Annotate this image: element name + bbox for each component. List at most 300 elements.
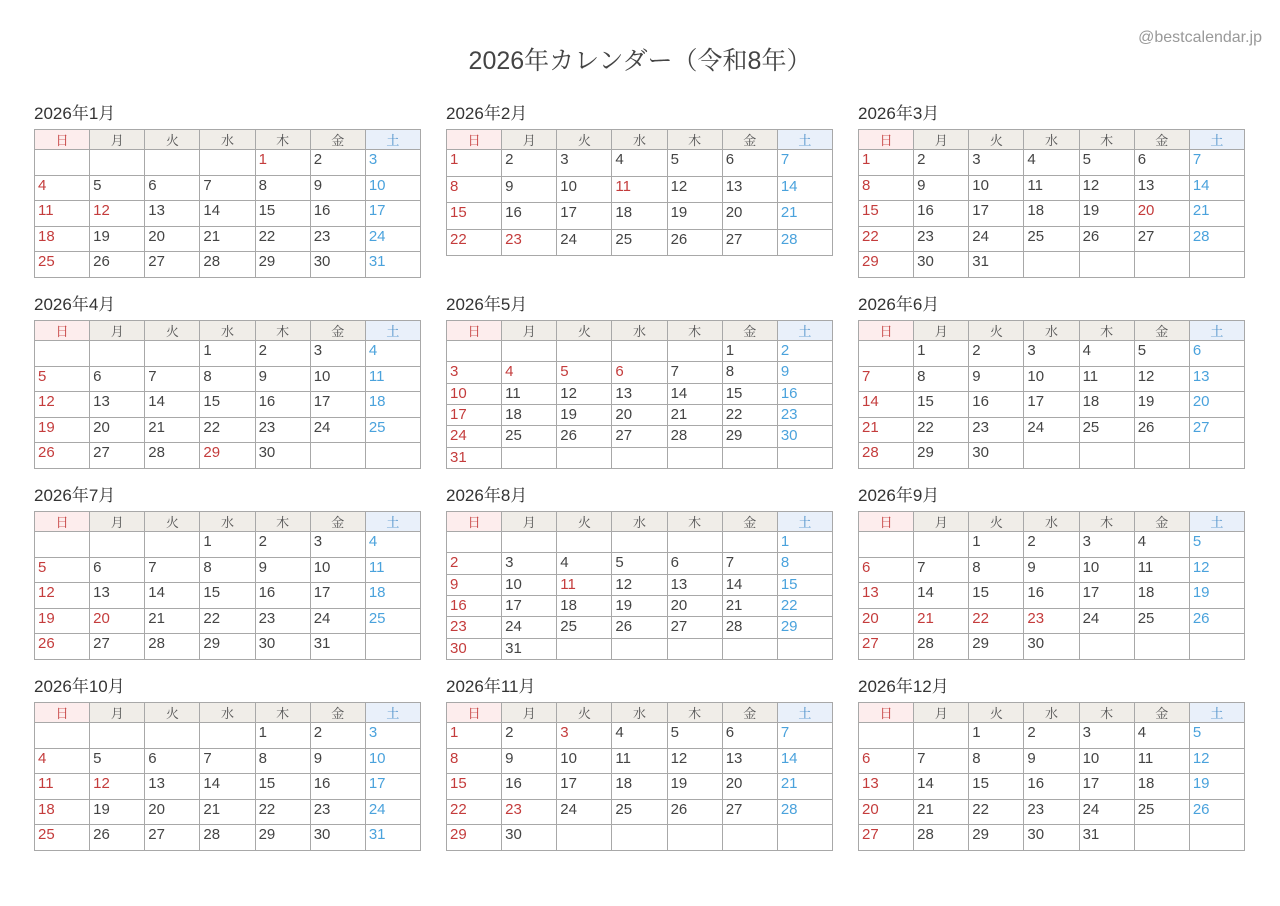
day-cell: 3 <box>447 362 502 383</box>
weekday-header: 日 <box>35 512 90 532</box>
day-cell: 14 <box>722 574 777 595</box>
day-cell: 1 <box>859 150 914 176</box>
day-cell: 11 <box>365 557 420 583</box>
day-cell: 2 <box>255 341 310 367</box>
day-cell: 20 <box>145 799 200 825</box>
week-row <box>447 825 833 851</box>
day-cell: 13 <box>90 583 145 609</box>
empty-cell <box>1189 825 1244 851</box>
weekday-header: 木 <box>255 512 310 532</box>
weekday-header: 月 <box>914 703 969 723</box>
month-table <box>446 511 833 660</box>
month-title: 2026年3月 <box>858 104 940 123</box>
day-cell: 27 <box>859 634 914 660</box>
day-cell: 16 <box>447 595 502 616</box>
day-cell: 29 <box>447 825 502 851</box>
day-cell: 18 <box>35 799 90 825</box>
day-cell: 20 <box>722 774 777 800</box>
day-cell: 19 <box>1189 583 1244 609</box>
weekday-header: 土 <box>365 321 420 341</box>
day-cell: 2 <box>969 341 1024 367</box>
day-cell: 7 <box>777 150 832 177</box>
empty-cell <box>859 532 914 558</box>
day-cell: 14 <box>777 176 832 203</box>
weekday-header: 木 <box>1079 703 1134 723</box>
weekday-header: 土 <box>1189 130 1244 150</box>
day-cell: 25 <box>612 229 667 256</box>
day-cell: 14 <box>777 748 832 774</box>
weekday-header: 金 <box>722 130 777 150</box>
weekday-header: 水 <box>612 703 667 723</box>
day-cell: 4 <box>365 341 420 367</box>
empty-cell <box>612 638 667 659</box>
page-title: 2026年カレンダー（令和8年） <box>468 47 812 75</box>
empty-cell <box>35 723 90 749</box>
week-row <box>447 553 833 574</box>
day-cell: 16 <box>1024 774 1079 800</box>
day-cell: 18 <box>557 595 612 616</box>
day-cell: 14 <box>914 583 969 609</box>
empty-cell <box>200 150 255 176</box>
day-cell: 5 <box>35 366 90 392</box>
day-cell: 14 <box>145 392 200 418</box>
day-cell: 2 <box>1024 532 1079 558</box>
week-row <box>859 150 1245 176</box>
day-cell: 16 <box>969 392 1024 418</box>
day-cell: 2 <box>310 723 365 749</box>
weekday-header: 水 <box>1024 703 1079 723</box>
day-cell: 23 <box>255 608 310 634</box>
day-cell: 17 <box>557 203 612 230</box>
day-cell: 22 <box>447 799 502 825</box>
day-cell: 4 <box>35 175 90 201</box>
day-cell: 10 <box>502 574 557 595</box>
week-row <box>859 634 1245 660</box>
day-cell: 31 <box>365 252 420 278</box>
weekday-header: 木 <box>667 703 722 723</box>
day-cell: 15 <box>200 583 255 609</box>
day-cell: 28 <box>722 617 777 638</box>
month-block <box>446 295 833 486</box>
weekday-header: 木 <box>667 130 722 150</box>
day-cell: 23 <box>914 226 969 252</box>
empty-cell <box>1134 443 1189 469</box>
week-row <box>447 574 833 595</box>
weekday-header: 日 <box>447 130 502 150</box>
day-cell: 28 <box>914 825 969 851</box>
empty-cell <box>612 341 667 362</box>
day-cell: 22 <box>859 226 914 252</box>
day-cell: 9 <box>914 175 969 201</box>
day-cell: 16 <box>502 774 557 800</box>
day-cell: 20 <box>1189 392 1244 418</box>
empty-cell <box>365 634 420 660</box>
day-cell: 20 <box>1134 201 1189 227</box>
weekday-header: 日 <box>447 703 502 723</box>
weekday-header: 木 <box>255 321 310 341</box>
empty-cell <box>667 532 722 553</box>
week-row <box>35 583 421 609</box>
weekday-header: 日 <box>35 703 90 723</box>
day-cell: 1 <box>722 341 777 362</box>
weekday-header: 木 <box>255 703 310 723</box>
day-cell: 24 <box>1024 417 1079 443</box>
day-cell: 8 <box>914 366 969 392</box>
day-cell: 28 <box>145 634 200 660</box>
empty-cell <box>502 447 557 468</box>
day-cell: 5 <box>667 723 722 749</box>
day-cell: 19 <box>1079 201 1134 227</box>
day-cell: 1 <box>969 532 1024 558</box>
day-cell: 4 <box>612 150 667 177</box>
day-cell: 23 <box>969 417 1024 443</box>
day-cell: 28 <box>777 229 832 256</box>
day-cell: 29 <box>914 443 969 469</box>
day-cell: 3 <box>310 532 365 558</box>
empty-cell <box>1134 252 1189 278</box>
weekday-header-row <box>447 512 833 532</box>
day-cell: 19 <box>557 404 612 425</box>
day-cell: 16 <box>310 774 365 800</box>
day-cell: 30 <box>1024 634 1079 660</box>
day-cell: 20 <box>722 203 777 230</box>
weekday-header: 火 <box>969 321 1024 341</box>
month-block <box>34 295 421 486</box>
day-cell: 11 <box>365 366 420 392</box>
day-cell: 25 <box>612 799 667 825</box>
empty-cell <box>447 532 502 553</box>
day-cell: 6 <box>1134 150 1189 176</box>
weekday-header: 月 <box>502 703 557 723</box>
day-cell: 19 <box>1189 774 1244 800</box>
day-cell: 9 <box>310 748 365 774</box>
day-cell: 6 <box>859 557 914 583</box>
day-cell: 11 <box>612 748 667 774</box>
day-cell: 12 <box>667 176 722 203</box>
day-cell: 25 <box>1134 608 1189 634</box>
day-cell: 24 <box>969 226 1024 252</box>
day-cell: 1 <box>969 723 1024 749</box>
day-cell: 24 <box>447 426 502 447</box>
month-title: 2026年10月 <box>34 677 125 696</box>
weekday-header: 金 <box>310 512 365 532</box>
weekday-header: 土 <box>777 321 832 341</box>
week-row <box>859 443 1245 469</box>
day-cell: 28 <box>859 443 914 469</box>
empty-cell <box>145 723 200 749</box>
day-cell: 4 <box>1079 341 1134 367</box>
day-cell: 25 <box>365 608 420 634</box>
day-cell: 30 <box>255 634 310 660</box>
day-cell: 13 <box>722 176 777 203</box>
empty-cell <box>90 150 145 176</box>
weekday-header: 日 <box>35 321 90 341</box>
empty-cell <box>90 341 145 367</box>
week-row <box>35 723 421 749</box>
day-cell: 23 <box>447 617 502 638</box>
empty-cell <box>35 341 90 367</box>
day-cell: 8 <box>969 748 1024 774</box>
empty-cell <box>914 532 969 558</box>
day-cell: 8 <box>447 176 502 203</box>
day-cell: 2 <box>502 723 557 749</box>
empty-cell <box>777 638 832 659</box>
weekday-header: 水 <box>200 130 255 150</box>
day-cell: 11 <box>35 774 90 800</box>
day-cell: 4 <box>1134 532 1189 558</box>
day-cell: 5 <box>667 150 722 177</box>
empty-cell <box>557 341 612 362</box>
day-cell: 9 <box>1024 748 1079 774</box>
weekday-header: 金 <box>1134 321 1189 341</box>
day-cell: 3 <box>365 150 420 176</box>
day-cell: 29 <box>969 825 1024 851</box>
weekday-header: 水 <box>612 130 667 150</box>
day-cell: 10 <box>365 175 420 201</box>
weekday-header-row <box>447 130 833 150</box>
day-cell: 30 <box>502 825 557 851</box>
week-row <box>859 799 1245 825</box>
day-cell: 9 <box>502 176 557 203</box>
empty-cell <box>1079 252 1134 278</box>
day-cell: 13 <box>1189 366 1244 392</box>
day-cell: 1 <box>447 723 502 749</box>
week-row <box>35 392 421 418</box>
empty-cell <box>667 447 722 468</box>
empty-cell <box>200 723 255 749</box>
day-cell: 11 <box>1134 557 1189 583</box>
week-row <box>859 392 1245 418</box>
day-cell: 11 <box>35 201 90 227</box>
empty-cell <box>90 532 145 558</box>
day-cell: 26 <box>667 799 722 825</box>
empty-cell <box>667 638 722 659</box>
day-cell: 24 <box>310 608 365 634</box>
day-cell: 26 <box>1189 799 1244 825</box>
day-cell: 10 <box>969 175 1024 201</box>
empty-cell <box>145 532 200 558</box>
day-cell: 12 <box>35 583 90 609</box>
weekday-header: 月 <box>90 703 145 723</box>
day-cell: 17 <box>557 774 612 800</box>
weekday-header: 木 <box>1079 512 1134 532</box>
day-cell: 13 <box>859 583 914 609</box>
month-title: 2026年8月 <box>446 486 528 505</box>
month-block <box>34 486 421 677</box>
day-cell: 23 <box>502 229 557 256</box>
day-cell: 27 <box>145 825 200 851</box>
day-cell: 31 <box>447 447 502 468</box>
day-cell: 24 <box>1079 799 1134 825</box>
day-cell: 14 <box>667 383 722 404</box>
day-cell: 12 <box>612 574 667 595</box>
day-cell: 5 <box>35 557 90 583</box>
day-cell: 20 <box>145 226 200 252</box>
weekday-header: 月 <box>914 512 969 532</box>
weekday-header: 日 <box>35 130 90 150</box>
day-cell: 18 <box>1079 392 1134 418</box>
day-cell: 23 <box>1024 799 1079 825</box>
weekday-header-row <box>35 512 421 532</box>
day-cell: 20 <box>90 608 145 634</box>
day-cell: 20 <box>859 799 914 825</box>
day-cell: 26 <box>90 252 145 278</box>
empty-cell <box>557 825 612 851</box>
day-cell: 21 <box>1189 201 1244 227</box>
day-cell: 5 <box>1189 532 1244 558</box>
day-cell: 27 <box>859 825 914 851</box>
day-cell: 31 <box>365 825 420 851</box>
day-cell: 15 <box>969 774 1024 800</box>
week-row <box>859 532 1245 558</box>
weekday-header: 金 <box>1134 512 1189 532</box>
day-cell: 16 <box>502 203 557 230</box>
day-cell: 6 <box>1189 341 1244 367</box>
day-cell: 23 <box>255 417 310 443</box>
weekday-header: 月 <box>502 130 557 150</box>
day-cell: 4 <box>1024 150 1079 176</box>
day-cell: 21 <box>145 608 200 634</box>
day-cell: 3 <box>310 341 365 367</box>
day-cell: 23 <box>502 799 557 825</box>
day-cell: 20 <box>612 404 667 425</box>
month-table <box>446 129 833 256</box>
day-cell: 7 <box>859 366 914 392</box>
month-block <box>858 104 1245 295</box>
day-cell: 28 <box>200 825 255 851</box>
week-row <box>859 774 1245 800</box>
week-row <box>35 825 421 851</box>
day-cell: 1 <box>777 532 832 553</box>
weekday-header: 土 <box>1189 321 1244 341</box>
day-cell: 31 <box>502 638 557 659</box>
weekday-header: 日 <box>859 130 914 150</box>
day-cell: 11 <box>1079 366 1134 392</box>
day-cell: 22 <box>200 417 255 443</box>
day-cell: 26 <box>90 825 145 851</box>
month-block <box>446 104 833 295</box>
weekday-header: 月 <box>502 512 557 532</box>
day-cell: 4 <box>35 748 90 774</box>
day-cell: 12 <box>1189 748 1244 774</box>
day-cell: 1 <box>200 532 255 558</box>
day-cell: 9 <box>447 574 502 595</box>
day-cell: 10 <box>310 366 365 392</box>
day-cell: 14 <box>859 392 914 418</box>
day-cell: 7 <box>145 557 200 583</box>
month-block <box>446 677 833 868</box>
empty-cell <box>859 723 914 749</box>
empty-cell <box>1189 443 1244 469</box>
week-row <box>859 825 1245 851</box>
day-cell: 24 <box>502 617 557 638</box>
weekday-header: 土 <box>365 512 420 532</box>
week-row <box>859 175 1245 201</box>
empty-cell <box>35 532 90 558</box>
day-cell: 6 <box>90 366 145 392</box>
week-row <box>447 203 833 230</box>
month-title: 2026年7月 <box>34 486 116 505</box>
month-table <box>446 320 833 469</box>
weekday-header: 木 <box>255 130 310 150</box>
day-cell: 3 <box>1079 532 1134 558</box>
week-row <box>35 748 421 774</box>
weekday-header: 火 <box>969 703 1024 723</box>
day-cell: 20 <box>859 608 914 634</box>
day-cell: 30 <box>255 443 310 469</box>
day-cell: 19 <box>667 203 722 230</box>
month-title: 2026年11月 <box>446 677 536 696</box>
day-cell: 2 <box>255 532 310 558</box>
month-title: 2026年1月 <box>34 104 116 123</box>
day-cell: 18 <box>502 404 557 425</box>
month-table <box>446 702 833 851</box>
weekday-header: 水 <box>200 512 255 532</box>
empty-cell <box>502 532 557 553</box>
empty-cell <box>365 443 420 469</box>
week-row <box>35 634 421 660</box>
day-cell: 30 <box>447 638 502 659</box>
week-row <box>859 723 1245 749</box>
day-cell: 15 <box>255 201 310 227</box>
day-cell: 27 <box>1134 226 1189 252</box>
day-cell: 27 <box>90 443 145 469</box>
day-cell: 17 <box>310 392 365 418</box>
month-table <box>34 702 421 851</box>
week-row <box>859 252 1245 278</box>
day-cell: 9 <box>310 175 365 201</box>
week-row <box>35 150 421 176</box>
day-cell: 27 <box>1189 417 1244 443</box>
day-cell: 4 <box>557 553 612 574</box>
day-cell: 9 <box>255 557 310 583</box>
month-block <box>858 486 1245 677</box>
empty-cell <box>310 443 365 469</box>
day-cell: 25 <box>35 252 90 278</box>
day-cell: 17 <box>365 201 420 227</box>
day-cell: 7 <box>200 175 255 201</box>
month-block <box>34 104 421 295</box>
day-cell: 7 <box>777 723 832 749</box>
day-cell: 9 <box>1024 557 1079 583</box>
week-row <box>447 176 833 203</box>
month-block <box>446 486 833 677</box>
day-cell: 20 <box>667 595 722 616</box>
day-cell: 17 <box>310 583 365 609</box>
day-cell: 10 <box>1079 557 1134 583</box>
day-cell: 6 <box>859 748 914 774</box>
day-cell: 5 <box>1079 150 1134 176</box>
month-table <box>34 320 421 469</box>
day-cell: 31 <box>1079 825 1134 851</box>
empty-cell <box>1189 252 1244 278</box>
weekday-header: 土 <box>1189 512 1244 532</box>
week-row <box>447 723 833 749</box>
week-row <box>859 417 1245 443</box>
day-cell: 27 <box>722 799 777 825</box>
day-cell: 9 <box>777 362 832 383</box>
week-row <box>447 404 833 425</box>
day-cell: 28 <box>145 443 200 469</box>
day-cell: 24 <box>1079 608 1134 634</box>
day-cell: 17 <box>1079 774 1134 800</box>
day-cell: 23 <box>777 404 832 425</box>
day-cell: 25 <box>35 825 90 851</box>
day-cell: 7 <box>200 748 255 774</box>
day-cell: 27 <box>145 252 200 278</box>
weekday-header: 土 <box>365 703 420 723</box>
day-cell: 8 <box>969 557 1024 583</box>
